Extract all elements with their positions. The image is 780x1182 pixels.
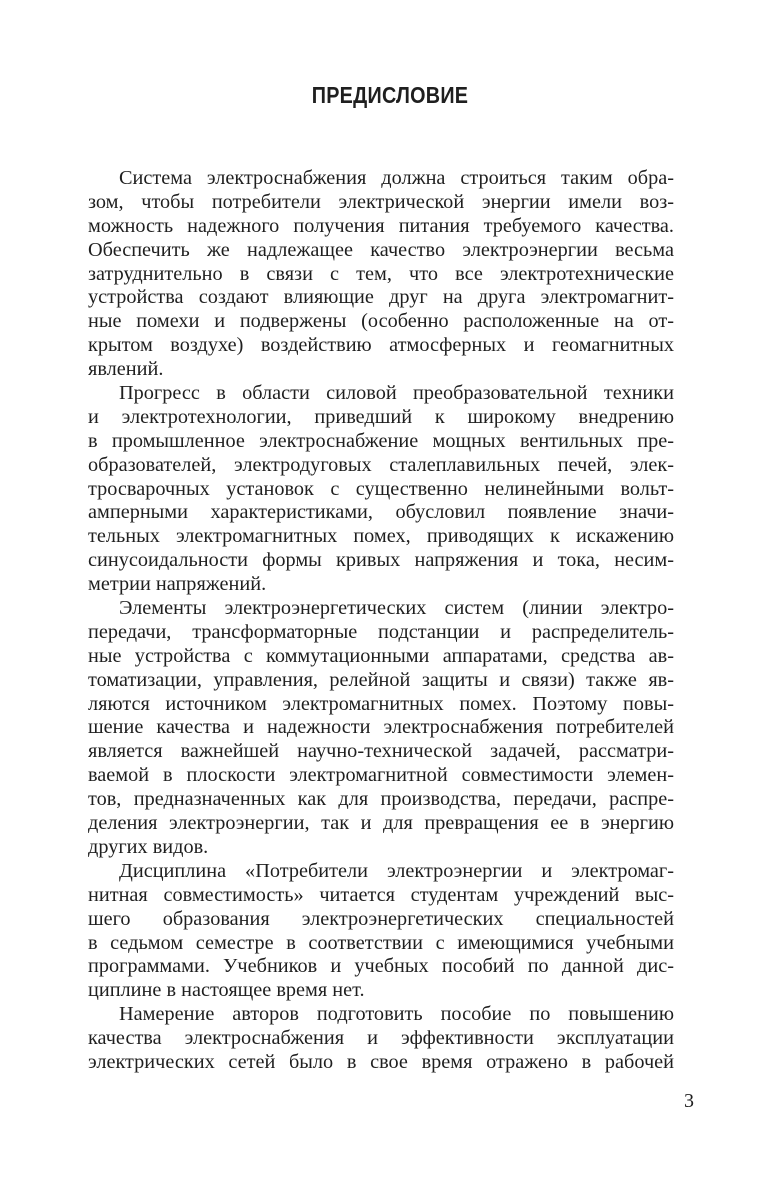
page-title: ПРЕДИСЛОВИЕ [311, 82, 469, 108]
text-line: других видов. [88, 835, 209, 858]
text-line: ляются источником электромагнитных помех. Поэтому повы- [88, 692, 674, 715]
text-line: Система электроснабжения должна строиться таким обра- [119, 167, 674, 189]
text-line: ваемой в плоскости электромагнитной совместимости элемен- [88, 764, 674, 787]
paragraph [88, 860, 674, 1003]
text-line: синусоидальности формы кривых напряжения и тока, несим- [88, 549, 674, 572]
text-line: ные помехи и подвержены (особенно расположенные на от- [88, 310, 674, 333]
text-line: качества электроснабжения и эффективности эксплуатации [88, 1027, 674, 1050]
text-line: амперными характеристиками, обусловил появление значи- [88, 501, 674, 524]
text-line: является важнейшей научно-технической задачей, рассматри- [88, 740, 674, 763]
text-line: Элементы электроэнергетических систем (линии электро- [119, 597, 674, 620]
paragraph [88, 597, 674, 860]
text-line: нитная совместимость» читается студентам учреждений выс- [88, 883, 674, 906]
text-line: деления электроэнергии, так и для превращения ее в энергию [88, 812, 674, 835]
text-line: устройства создают влияющие друг на друга электромагнит- [88, 286, 674, 309]
text-line: тросварочных установок с существенно нелинейными вольт- [88, 477, 674, 500]
text-line: метрии напряжений. [88, 573, 267, 596]
text-line: зом, чтобы потребители электрической энергии имели воз- [88, 190, 674, 213]
text-line: шего образования электроэнергетических специальностей [88, 907, 674, 930]
text-line: ные устройства с коммутационными аппаратами, средства ав- [88, 644, 674, 667]
text-line: можность надежного получения питания требуемого качества. [88, 214, 674, 237]
text-line: в седьмом семестре в соответствии с имеющимися учебными [88, 931, 674, 954]
text-line: Намерение авторов подготовить пособие по повышению [119, 1003, 674, 1026]
paragraph [88, 167, 674, 382]
text-line: крытом воздухе) воздействию атмосферных и геомагнитных [88, 334, 674, 357]
text-line: тов, предназначенных как для производства, передачи, распре- [88, 788, 674, 811]
text-line: явлений. [88, 358, 164, 381]
text-line: циплине в настоящее время нет. [88, 979, 365, 1002]
page-number: 3 [684, 1090, 694, 1112]
text-line: электрических сетей было в свое время отражено в рабочей [88, 1050, 674, 1073]
text-line: затруднительно в связи с тем, что все электротехнические [88, 262, 674, 285]
paragraph [88, 1003, 674, 1075]
text-line: Прогресс в области силовой преобразовательной техники [119, 382, 674, 405]
text-line: программами. Учебников и учебных пособий по данной дис- [88, 955, 674, 978]
text-line: в промышленное электроснабжение мощных вентильных пре- [88, 429, 674, 452]
text-line: тельных электромагнитных помех, приводящих к искажению [88, 525, 674, 548]
paragraph [88, 382, 674, 597]
text-line: томатизации, управления, релейной защиты и связи) также яв- [88, 668, 674, 691]
text-line: образователей, электродуговых сталеплавильных печей, элек- [88, 453, 674, 476]
text-line: передачи, трансформаторные подстанции и распределитель- [88, 620, 674, 643]
text-line: Дисциплина «Потребители электроэнергии и электромаг- [119, 859, 674, 882]
text-line: шение качества и надежности электроснабжения потребителей [88, 716, 674, 739]
text-line: и электротехнологии, приведший к широкому внедрению [88, 405, 674, 428]
text-line: Обеспечить же надлежащее качество электроэнергии весьма [88, 238, 674, 261]
body-text [88, 167, 674, 1075]
